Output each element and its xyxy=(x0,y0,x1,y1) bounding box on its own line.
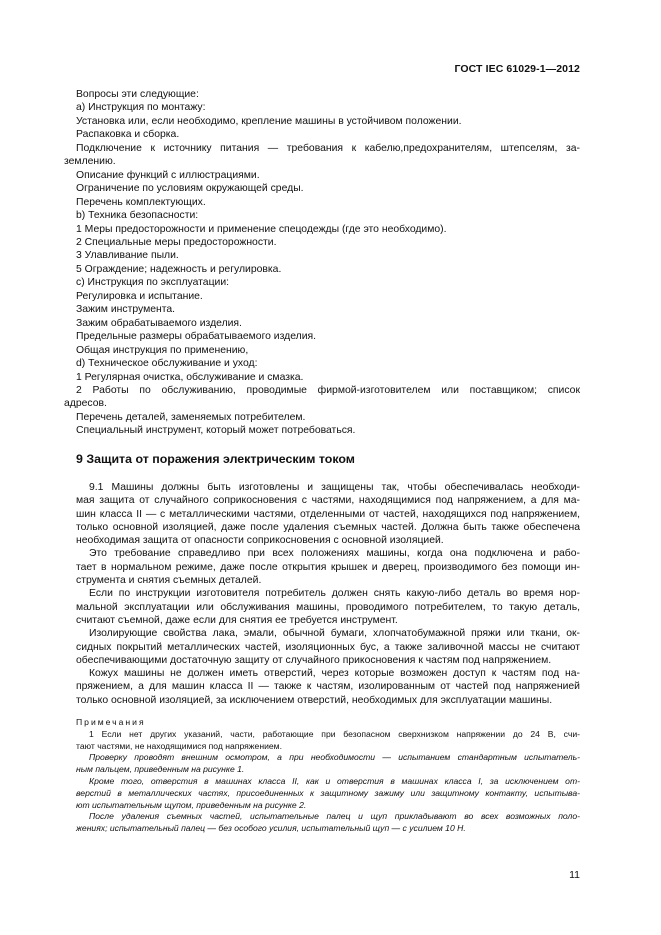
list-line: Распаковка и сборка. xyxy=(76,129,180,141)
list-line: Описание функций с иллюстрациями. xyxy=(76,169,260,181)
paragraph-line: струмента и снятия съемных деталей. xyxy=(76,575,262,587)
paragraph-line: Это требование справедливо при всех положениях машины, когда она подключена и рабо- xyxy=(89,548,580,560)
note-item xyxy=(76,729,580,753)
note-line: жениях; испытательный палец — без особого усилия, испытательный щуп — с усилием 10 Н. xyxy=(76,823,466,834)
note-line: ют испытательным щупом, приведенным на рисунке 2. xyxy=(76,799,307,810)
note-line: верстий в металлических частях, присоединенных к защитному зажиму или защитному контакту, испытыва- xyxy=(76,787,580,798)
list-line: Регулировка и испытание. xyxy=(76,290,203,302)
paragraph xyxy=(76,627,580,667)
paragraph-line: обеспечивающими достаточную защиту от случайного прикосновения к частям под напряжением. xyxy=(76,654,552,666)
list-line: Перечень комплектующих. xyxy=(76,196,206,208)
list-line: Вопросы эти следующие: xyxy=(76,89,199,100)
paragraph-line: считают съемной, даже если для снятия ее требуется инструмент. xyxy=(76,614,398,626)
list-line: землению. xyxy=(64,156,116,168)
note-item xyxy=(76,811,580,835)
note-line: Проверку проводят внешним осмотром, а при необходимости — испытанием стандартным испытатель- xyxy=(89,752,580,763)
paragraph-line: мальной эксплуатации или обслуживания машины, проводимого потребителем, то такую деталь, xyxy=(76,601,580,613)
list-line: 2 Работы по обслуживанию, проводимые фирмой-изготовителем или поставщиком; список xyxy=(76,384,580,396)
list-line: d) Техническое обслуживание и уход: xyxy=(76,358,258,370)
notes-block xyxy=(76,717,580,835)
paragraph-line: только основной изоляцией, за исключением отверстий, необходимых для эксплуатации машины. xyxy=(76,694,553,706)
list-line: 1 Меры предосторожности и применение спецодежды (где это необходимо). xyxy=(76,223,447,235)
list-line: 5 Ограждение; надежность и регулировка. xyxy=(76,263,282,275)
note-line: 1 Если нет других указаний, части, работающие при безопасном сверхнизком напряжении до 24 В, счи- xyxy=(89,728,580,739)
paragraph-line: мая защита от случайного соприкосновения с частями, находящимися под напряжением, а для ма- xyxy=(76,495,580,507)
page-number: 11 xyxy=(569,869,580,881)
note-line: Кроме того, отверстия в машинах класса II, как и отверстия в машинах класса I, за исключением от- xyxy=(89,775,580,786)
list-line: Подключение к источнику питания — требования к кабелю,предохранителям, штепселям, за- xyxy=(76,142,580,154)
paragraph-line: тает в нормальном режиме, даже после открытия крышек и дверец, производимого без помощи ин- xyxy=(76,561,580,573)
list-line: Установка или, если необходимо, крепление машины в устойчивом положении. xyxy=(76,115,462,127)
list-line: Зажим инструмента. xyxy=(76,304,176,316)
paragraph-line: Кожух машины не должен иметь отверстий, через которые возможен доступ к частям под на- xyxy=(89,668,580,680)
list-line: Перечень деталей, заменяемых потребителем. xyxy=(76,411,306,423)
list-line: адресов. xyxy=(64,398,107,410)
paragraph-line: пряжением, а для машин класса II — также к частям, изолированным от частей под напряженией xyxy=(76,681,580,693)
note-line: тают частями, не находящимися под напряжением. xyxy=(76,740,282,751)
section-body xyxy=(76,481,580,707)
note-line: ным пальцем, приведенным на рисунке 1. xyxy=(76,764,245,775)
note-line: После удаления съемных частей, испытательные палец и щуп прикладывают во всех возможных поло- xyxy=(89,811,580,822)
paragraph-line: Если по инструкции изготовителя потребитель должен снять какую-либо деталь во время нор- xyxy=(89,588,580,600)
paragraph xyxy=(76,547,580,587)
paragraph-line: только основной изоляцией, даже после удаления съемных частей. Должна быть также обеспечена xyxy=(76,521,580,533)
list-line: Предельные размеры обрабатываемого изделия. xyxy=(76,331,317,343)
note-item xyxy=(76,776,580,811)
list-line: Зажим обрабатываемого изделия. xyxy=(76,317,242,329)
paragraph xyxy=(76,587,580,627)
paragraph-line: сидных покрытий металлических частей, изоляционных бус, а также заливочной массы не считают xyxy=(76,641,580,653)
instruction-list xyxy=(64,88,580,438)
list-line: 1 Регулярная очистка, обслуживание и смазка. xyxy=(76,371,304,383)
list-line: Ограничение по условиям окружающей среды. xyxy=(76,183,304,195)
list-line: Общая инструкция по применению, xyxy=(76,344,249,356)
list-line: b) Техника безопасности: xyxy=(76,210,199,222)
list-line: Специальный инструмент, который может потребоваться. xyxy=(76,425,356,437)
paragraph xyxy=(76,667,580,707)
note-item xyxy=(76,752,580,776)
paragraph-line: Изолирующие свойства лака, эмали, обычной бумаги, хлопчатобумажной пряжи или ткани, ок- xyxy=(89,628,580,640)
standard-designation: ГОСТ IEC 61029-1—2012 xyxy=(454,63,580,75)
paragraph-line: 9.1 Машины должны быть изготовлены и защищены так, чтобы обеспечивалась необходи- xyxy=(89,482,580,493)
section-heading: 9 Защита от поражения электрическим током xyxy=(76,452,355,466)
paragraph-line: необходимая защита от опасности соприкосновения с основной изоляцией. xyxy=(76,535,444,547)
list-line: 2 Специальные меры предосторожности. xyxy=(76,236,277,248)
list-line: а) Инструкция по монтажу: xyxy=(76,102,206,114)
list-line: с) Инструкция по эксплуатации: xyxy=(76,277,230,289)
paragraph xyxy=(76,481,580,547)
list-line: 3 Улавливание пыли. xyxy=(76,250,179,262)
paragraph-line: шин класса II — с металлическими частями, отделенными от частей, находящихся под напряжением, xyxy=(76,508,580,520)
notes-title: Примечания xyxy=(76,717,146,727)
